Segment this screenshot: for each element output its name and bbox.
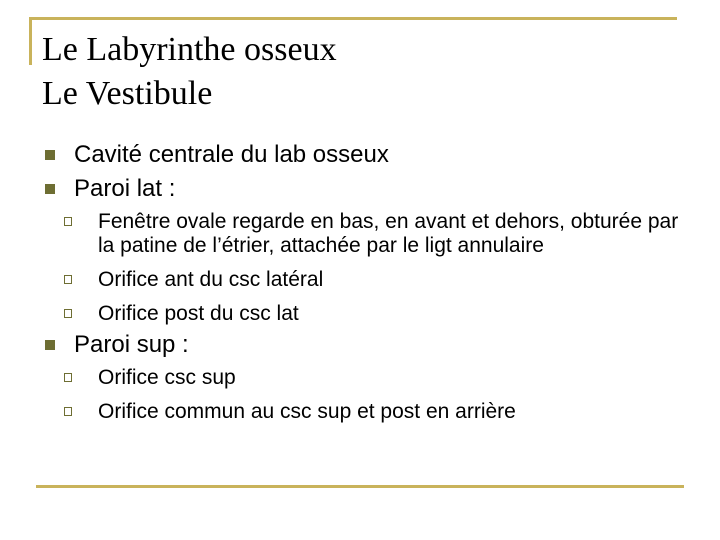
sub-bullet-item [64, 302, 692, 326]
sub-bullet-list [42, 366, 692, 424]
hollow-square-bullet-icon [64, 275, 72, 284]
sub-bullet-item [64, 210, 692, 258]
bullet-item [42, 138, 692, 172]
bullet-text: Paroi lat : [74, 175, 176, 202]
title-line-1: Le Labyrinthe osseux [42, 31, 337, 68]
hollow-square-bullet-icon [64, 373, 72, 382]
sub-bullet-item [64, 366, 692, 390]
slide-content [42, 138, 692, 424]
sub-bullet-text: Orifice csc sup [98, 366, 236, 389]
slide-title [42, 28, 337, 116]
sub-bullet-item [64, 400, 692, 424]
square-bullet-icon [45, 150, 55, 160]
sub-bullet-item [64, 268, 692, 292]
sub-bullet-text: Orifice commun au csc sup et post en arrière [98, 400, 516, 423]
sub-bullet-text: Orifice post du csc lat [98, 302, 299, 325]
sub-bullet-text: Orifice ant du csc latéral [98, 268, 324, 291]
frame-top-rule [29, 17, 677, 20]
hollow-square-bullet-icon [64, 309, 72, 318]
bullet-text: Cavité centrale du lab osseux [74, 141, 389, 168]
title-line-2: Le Vestibule [42, 75, 213, 112]
sub-bullet-list [42, 210, 692, 326]
bullet-item [42, 172, 692, 206]
hollow-square-bullet-icon [64, 217, 72, 226]
square-bullet-icon [45, 184, 55, 194]
frame-left-rule [29, 17, 32, 65]
hollow-square-bullet-icon [64, 407, 72, 416]
bullet-item [42, 328, 692, 362]
square-bullet-icon [45, 340, 55, 350]
frame-bottom-rule [36, 485, 684, 488]
bullet-text: Paroi sup : [74, 331, 189, 358]
sub-bullet-text: Fenêtre ovale regarde en bas, en avant et dehors, obturée par la patine de l’étrier, attachée par le ligt annulaire [98, 210, 679, 257]
